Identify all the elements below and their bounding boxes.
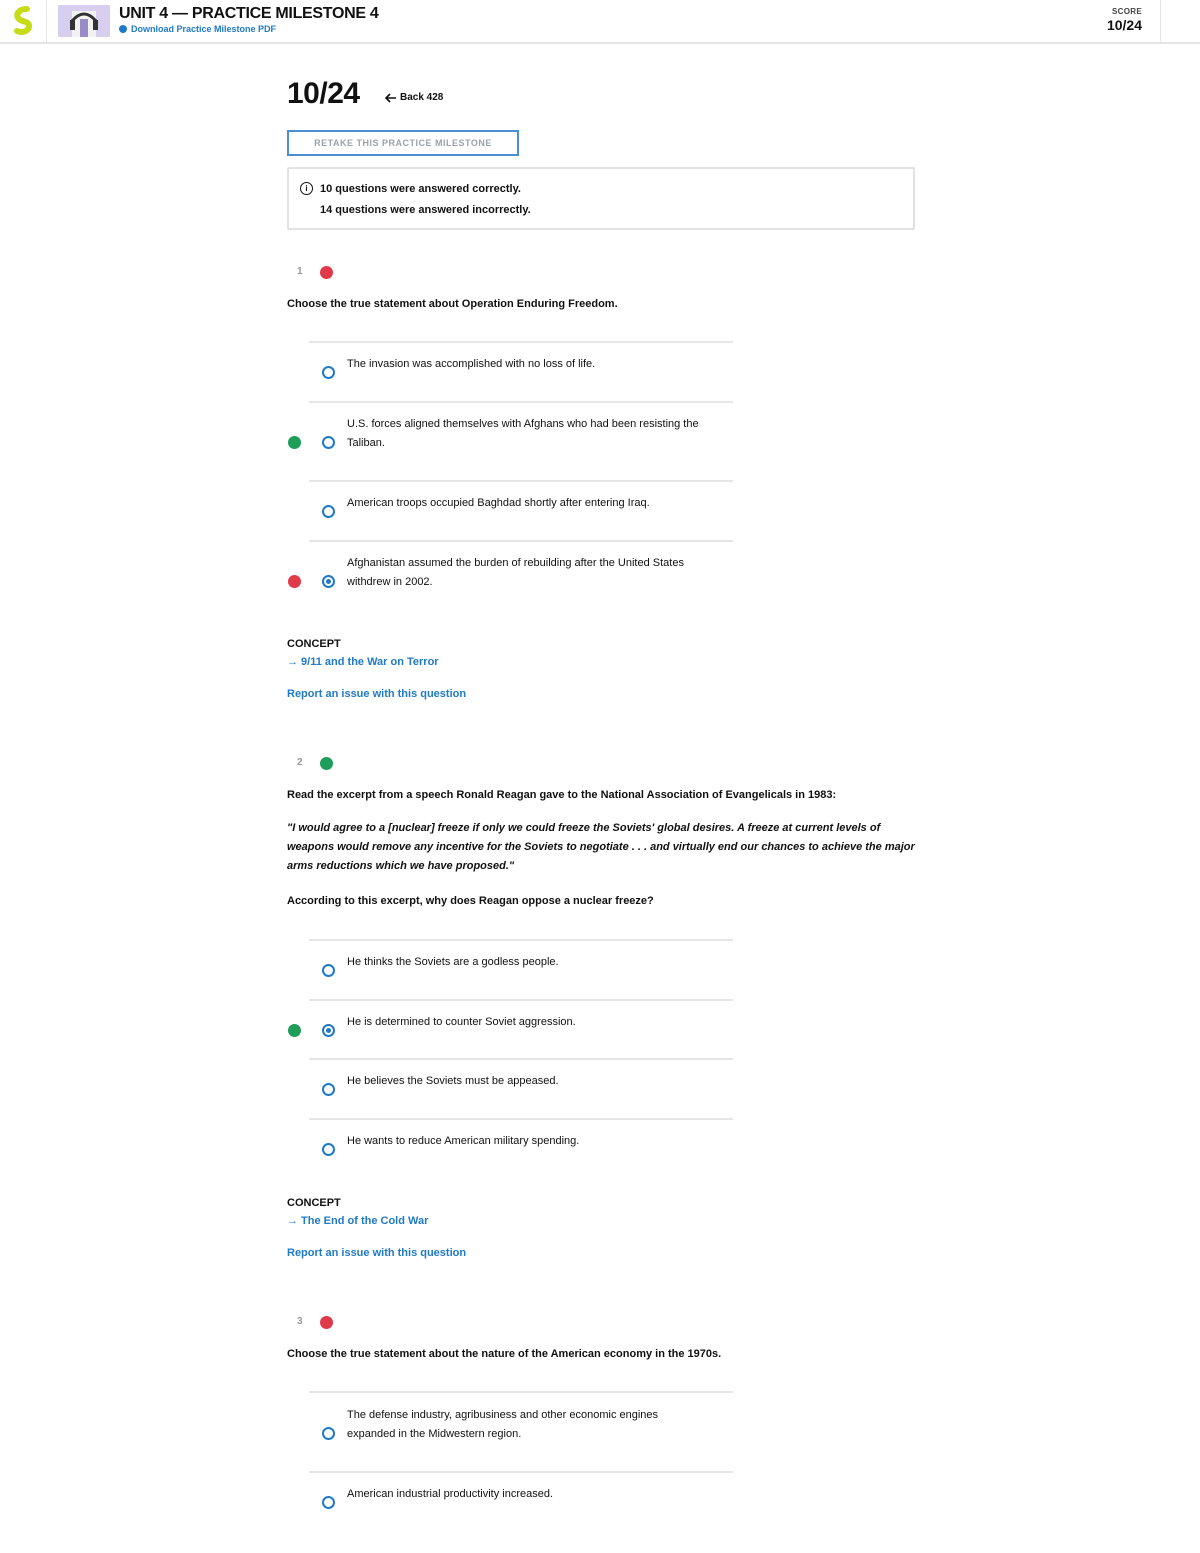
- question-text: According to this excerpt, why does Reagan oppose a nuclear freeze?: [287, 895, 654, 907]
- incorrect-status-icon: [320, 266, 333, 279]
- divider: [309, 1058, 733, 1060]
- score-value: 10/24: [1106, 17, 1142, 33]
- unit-thumbnail: [58, 5, 110, 37]
- answer-radio[interactable]: [322, 1496, 335, 1509]
- info-icon: i: [300, 182, 313, 195]
- divider: [309, 480, 733, 482]
- back-link-label: Back 428: [400, 92, 444, 103]
- score-display: [1107, 7, 1142, 33]
- top-bar: [0, 0, 1200, 44]
- answer-radio[interactable]: [322, 1427, 335, 1440]
- concept-link[interactable]: → 9/11 and the War on Terror: [287, 656, 439, 668]
- answer-radio[interactable]: [322, 505, 335, 518]
- back-arrow-icon: [385, 93, 397, 103]
- divider: [309, 1118, 733, 1120]
- concept-label: CONCEPT: [287, 1197, 341, 1209]
- divider: [309, 540, 733, 542]
- question-prompt: Read the excerpt from a speech Ronald Reagan gave to the National Association of Evangelicals in 1983:: [287, 789, 837, 801]
- retake-button[interactable]: RETAKE THIS PRACTICE MILESTONE: [287, 130, 519, 156]
- answer-radio-selected[interactable]: [322, 575, 335, 588]
- answer-radio[interactable]: [322, 436, 335, 449]
- question-excerpt: "I would agree to a [nuclear] freeze if only we could freeze the Soviets' global desires. A freeze at current levels of weapons would remove any incentive for the Soviets to negotiate . . . and virtually end our chances to achieve the major arms reductions which we have proposed.": [287, 822, 915, 872]
- concept-label: CONCEPT: [287, 638, 341, 650]
- correct-count-text: 10 questions were answered correctly.: [320, 183, 521, 195]
- answer-choice[interactable]: He thinks the Soviets are a godless people.: [347, 956, 559, 968]
- answer-choice[interactable]: American industrial productivity increased.: [347, 1488, 554, 1500]
- question-number: 2: [297, 757, 303, 768]
- divider: [309, 999, 733, 1001]
- answer-radio[interactable]: [322, 964, 335, 977]
- divider: [309, 341, 733, 343]
- sophia-logo-icon[interactable]: [10, 6, 36, 36]
- divider: [309, 1391, 733, 1393]
- answer-choice[interactable]: He wants to reduce American military spending.: [347, 1135, 580, 1147]
- incorrect-status-icon: [320, 1316, 333, 1329]
- score-label: SCORE: [1112, 7, 1142, 16]
- answer-radio[interactable]: [322, 1083, 335, 1096]
- correct-answer-icon: [288, 436, 301, 449]
- answer-choice[interactable]: He believes the Soviets must be appeased.: [347, 1075, 559, 1087]
- download-icon: [119, 25, 127, 33]
- correct-answer-icon: [288, 1024, 301, 1037]
- divider: [309, 401, 733, 403]
- incorrect-count-text: 14 questions were answered incorrectly.: [320, 204, 531, 216]
- results-summary-box: [287, 167, 915, 230]
- incorrect-answer-icon: [288, 575, 301, 588]
- correct-status-icon: [320, 757, 333, 770]
- back-link[interactable]: [385, 92, 443, 103]
- answer-choice[interactable]: The invasion was accomplished with no loss of life.: [347, 358, 596, 370]
- answer-radio-selected[interactable]: [322, 1024, 335, 1037]
- report-issue-link[interactable]: Report an issue with this question: [287, 688, 467, 700]
- divider: [309, 1471, 733, 1473]
- report-issue-link[interactable]: Report an issue with this question: [287, 1247, 467, 1259]
- answer-choice[interactable]: U.S. forces aligned themselves with Afghans who had been resisting the Taliban.: [347, 418, 699, 449]
- question-number: 1: [297, 266, 303, 277]
- concept-link[interactable]: → The End of the Cold War: [287, 1215, 429, 1227]
- milestone-score: 10/24: [287, 77, 360, 110]
- answer-choice[interactable]: Afghanistan assumed the burden of rebuilding after the United States withdrew in 2002.: [347, 557, 684, 588]
- answer-radio[interactable]: [322, 1143, 335, 1156]
- download-pdf-label: Download Practice Milestone PDF: [131, 24, 277, 34]
- download-pdf-link[interactable]: [119, 24, 276, 34]
- question-prompt: Choose the true statement about Operation Enduring Freedom.: [287, 298, 618, 310]
- question-number: 3: [297, 1316, 303, 1327]
- answer-choice[interactable]: He is determined to counter Soviet aggression.: [347, 1016, 576, 1028]
- divider: [1160, 0, 1161, 42]
- answer-choice[interactable]: American troops occupied Baghdad shortly after entering Iraq.: [347, 497, 650, 509]
- answer-radio[interactable]: [322, 366, 335, 379]
- answer-choice[interactable]: The defense industry, agribusiness and other economic engines expanded in the Midwestern region.: [347, 1409, 659, 1440]
- page-title: UNIT 4 — PRACTICE MILESTONE 4: [119, 5, 379, 22]
- divider: [46, 0, 47, 42]
- divider: [309, 939, 733, 941]
- question-prompt: Choose the true statement about the nature of the American economy in the 1970s.: [287, 1348, 722, 1360]
